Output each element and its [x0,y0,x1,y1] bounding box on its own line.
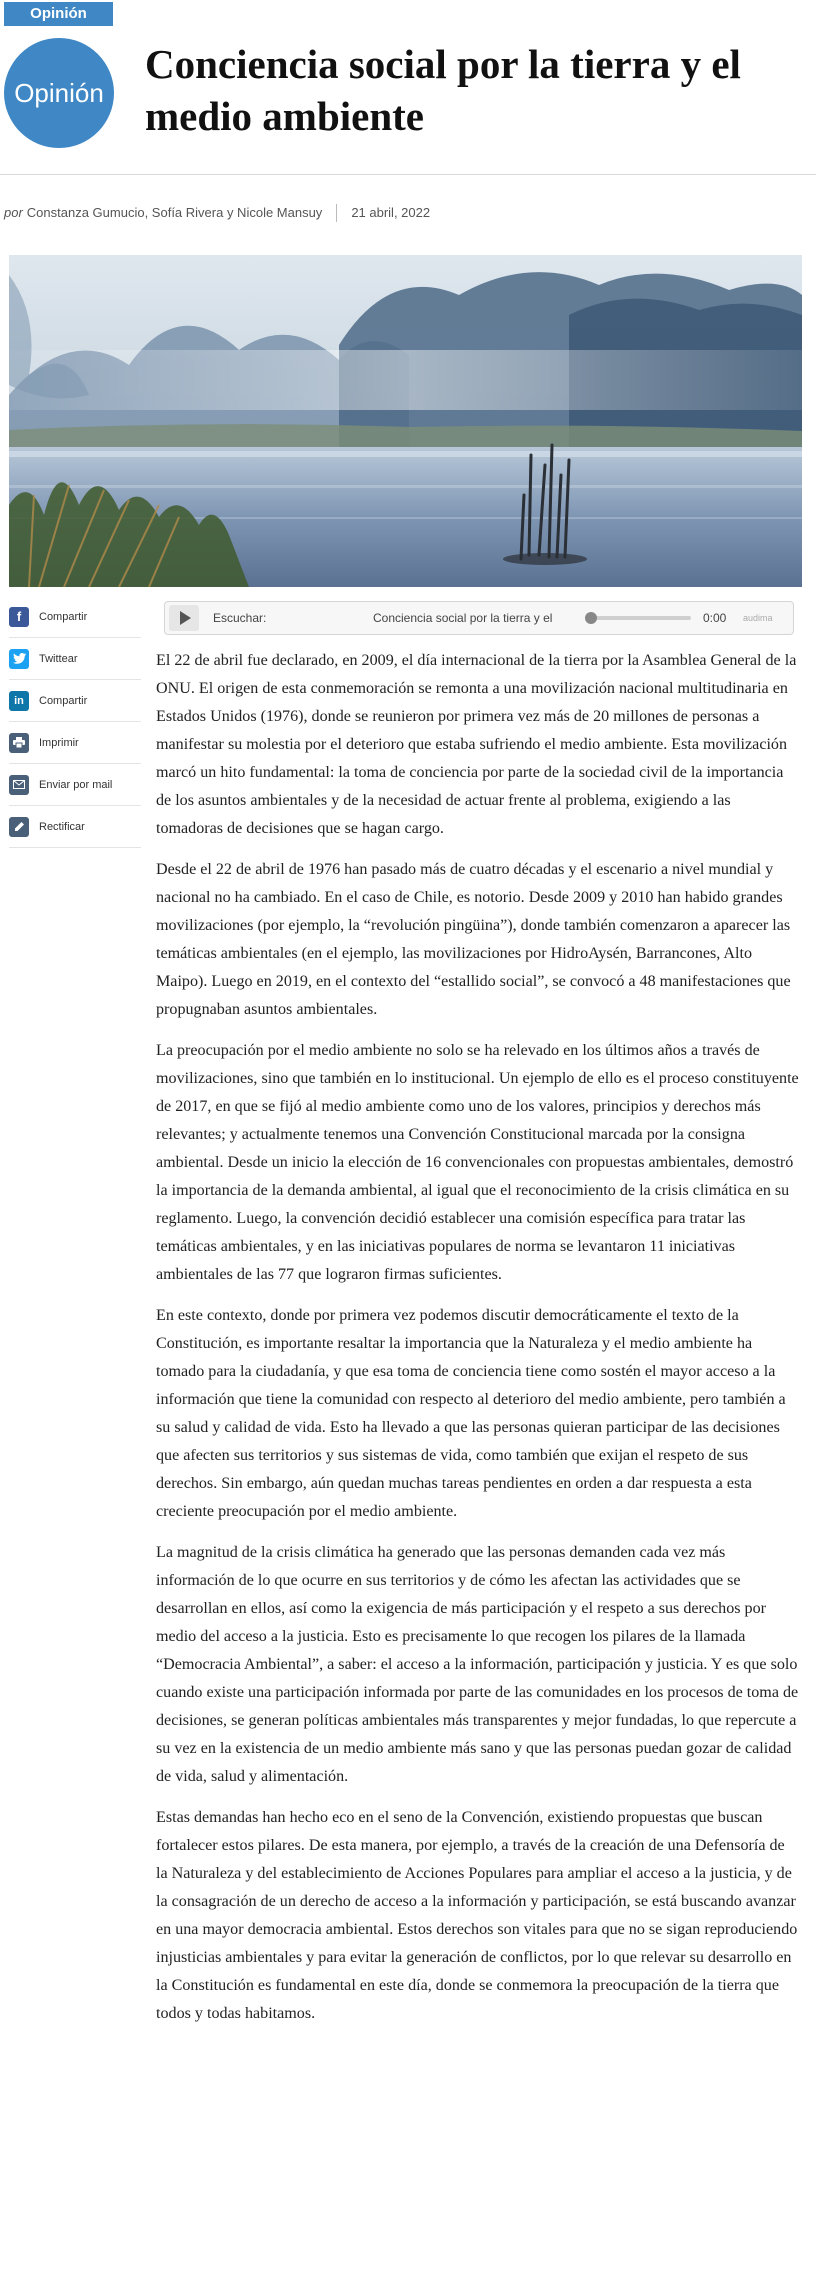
article-paragraph: Desde el 22 de abril de 1976 han pasado más de cuatro décadas y el escenario a nivel mundial y nacional no ha cambiado. En el caso de Chile, es notorio. Desde 2009 y 2010 han habido grandes movilizaciones (por ejemplo, la “revolución pingüina”), donde también comenzaron a aparecer las temáticas ambientales (en el ejemplo, las movilizaciones por HidroAysén, Barrancones, Alto Maipo). Luego en 2019, en el contexto del “estallido social”, se convocó a 48 manifestaciones que propugnaban asuntos ambientales. [156,861,791,1018]
twitter-icon [9,649,29,669]
share-twitter-button[interactable] [9,638,141,680]
share-facebook-button[interactable] [9,596,141,638]
correct-button[interactable] [9,806,141,848]
share-twitter-label: Twittear [39,652,78,665]
player-track-title: Conciencia social por la tierra y el [373,611,553,625]
pencil-icon [9,817,29,837]
article-title: Conciencia social por la tierra y el medio ambiente [145,41,741,139]
article-paragraph: El 22 de abril fue declarado, en 2009, el día internacional de la tierra por la Asamblea General de la ONU. El origen de esta conmemoración se remonta a una movilización nacional multitudinaria en Estados Unidos (1976), donde se reunieron por primera vez más de 20 millones de personas a manifestar su molestia por el deterioro que estaba sufriendo el medio ambiente. Esta movilización marcó un hito fundamental: la toma de conciencia por parte de la sociedad civil de la importancia de los asuntos ambientales y de la necesidad de actuar frente al problema, exigiendo a las tomadoras de decisiones que se hagan cargo. [156,652,797,837]
player-progress-bar[interactable] [589,616,691,620]
share-linkedin-label: Compartir [39,694,88,707]
share-linkedin-button[interactable] [9,680,141,722]
print-label: Imprimir [39,736,79,749]
article-paragraph: En este contexto, donde por primera vez podemos discutir democráticamente el texto de la Constitución, es importante resaltar la importancia que la Naturaleza y el medio ambiente ha tomado para la ciudadanía, y que esa toma de conciencia tiene como sostén el mayor acceso a la información que tiene la comunidad con respecto al deterioro del medio ambiente, pero también a su salud y calidad de vida. Esto ha llevado a que las personas quieran participar de las decisiones que afecten sus territorios y sus sistemas de vida, como también que exijan el respeto de sus derechos. Sin embargo, aún quedan muchas tareas pendientes en orden a dar respuesta a esta creciente preocupación por el medio ambiente. [156,1307,786,1520]
article-paragraph: La magnitud de la crisis climática ha generado que las personas demanden cada vez más información de lo que ocurre en sus territorios y de cómo les afectan las actividades que se desarrollan en ellos, así como la exigencia de más participación y el respeto a sus derechos por medio del acceso a la justicia. Esto es precisamente lo que recogen los pilares de la llamada “Democracia Ambiental”, a saber: el acceso a la información, participación y justicia. Y es que solo cuando existe una participación informada por parte de las comunidades en los procesos de toma de decisiones, se generan políticas ambientales más transparentes y mejor fundadas, lo que repercute a su vez en la existencia de un medio ambiente más sano y que las personas puedan gozar de calidad de vida, salud y alimentación. [156,1544,799,1785]
share-facebook-label: Compartir [39,610,88,623]
section-badge: Opinión [4,38,114,148]
article-date: 21 abril, 2022 [351,205,431,220]
send-mail-label: Enviar por mail [39,778,113,791]
byline-prefix: por [4,205,23,220]
header-divider [0,174,816,175]
article-paragraph: La preocupación por el medio ambiente no solo se ha relevado en los últimos años a través de movilizaciones, sino que también en lo institucional. Un ejemplo de ello es el proceso constituyente de 2017, en que se fijó al medio ambiente como uno de los valores, principios y derechos más relevantes; y actualmente tenemos una Convención Constitucional marcada por la consigna ambiental. Desde un inicio la elección de 16 convencionales con propuestas ambientales, demostró la importancia de la demanda ambiental, al igual que el reconocimiento de la crisis climática en su reglamento. Luego, la convención decidió establecer una comisión específica para tratar las temáticas ambientales, y en las iniciativas populares de norma se levantaron 11 iniciativas ambientales de las 77 que lograron firmas suficientes. [156,1042,799,1283]
printer-icon [9,733,29,753]
section-tag[interactable]: Opinión [4,2,113,26]
player-listen-label: Escuchar: [213,611,267,625]
play-button[interactable] [169,605,199,631]
byline-separator [336,204,337,222]
correct-label: Rectificar [39,820,85,833]
lake-landscape-image [9,255,802,587]
hero-image [9,255,802,587]
player-time: 0:00 [703,611,727,625]
share-sidebar [9,596,141,848]
byline [4,203,430,223]
send-mail-button[interactable] [9,764,141,806]
article-body [156,647,799,2041]
play-icon [180,611,191,625]
audio-player [164,601,794,635]
player-progress-knob[interactable] [585,612,597,624]
player-brand: audima [743,613,773,623]
facebook-icon: f [9,607,29,627]
linkedin-icon: in [9,691,29,711]
envelope-icon [9,775,29,795]
article-paragraph: Estas demandas han hecho eco en el seno de la Convención, existiendo propuestas que buscan fortalecer estos pilares. De esta manera, por ejemplo, a través de la creación de una Defensoría de la Naturaleza y del establecimiento de Acciones Populares para ampliar el acceso a la justicia, y de la consagración de un derecho de acceso a la información y participación, se está buscando avanzar en una mayor democracia ambiental. Estos derechos son vitales para que no se sigan reproduciendo injusticias ambientales y para evitar la generación de conflictos, por lo que relevar su desarrollo en la Constitución es fundamental en este día, donde se conmemora la preocupación de la tierra que todos y todas habitamos. [156,1809,798,2022]
print-button[interactable] [9,722,141,764]
byline-authors: Constanza Gumucio, Sofía Rivera y Nicole Mansuy [26,205,323,220]
